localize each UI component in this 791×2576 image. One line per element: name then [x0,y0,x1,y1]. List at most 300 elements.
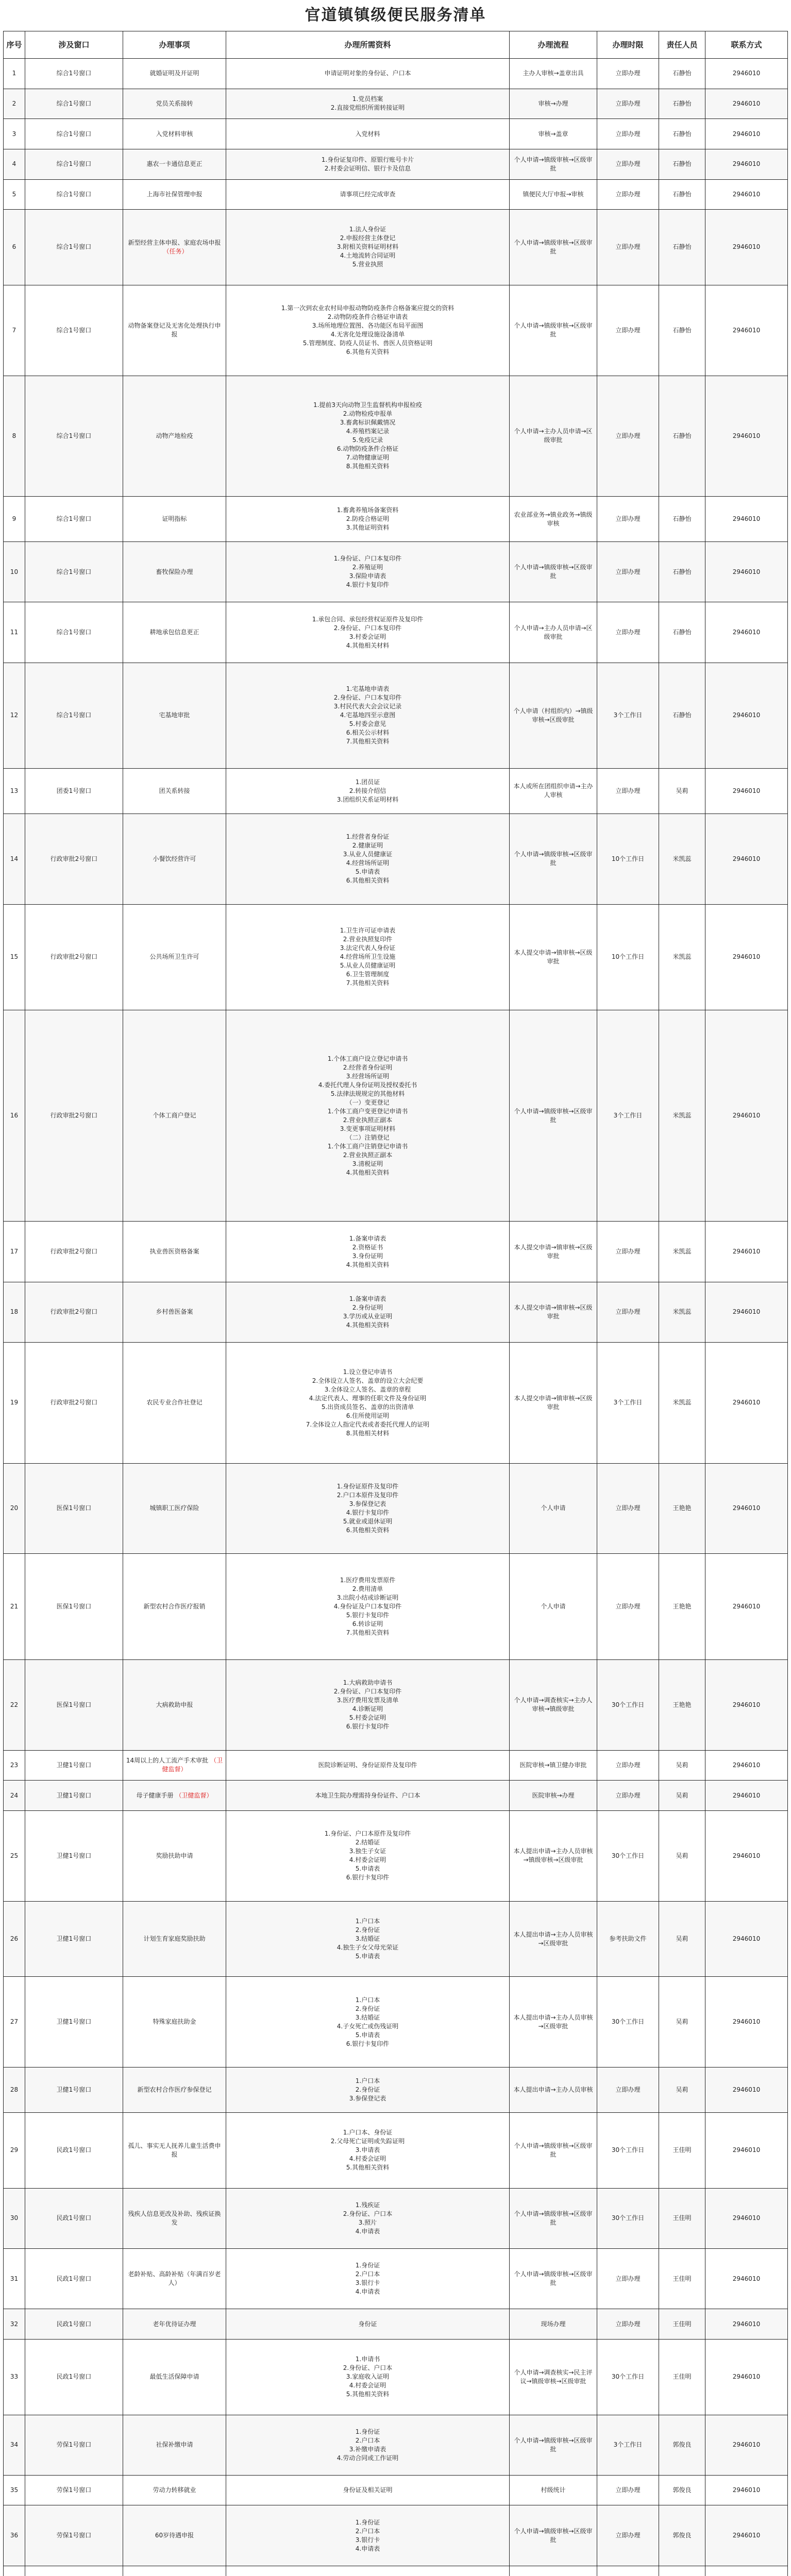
cell-time: 立即办理 [597,1554,659,1659]
cell-materials [226,2113,510,2189]
cell-person: 米凯蕊 [659,1010,705,1221]
cell-phone [705,2566,788,2576]
cell-time: 30个工作日 [597,1810,659,1901]
cell-materials [226,2339,510,2415]
service-name: 党员关系接转 [156,99,193,107]
table-row [4,542,788,602]
material-line: 3.结婚证 [355,2013,380,2021]
cell-no: 3 [4,119,25,149]
material-line: 身份证 [358,2320,377,2328]
material-line: 4.身份证及户口本复印件 [333,1603,402,1611]
cell-process: 村级统计 [510,2475,597,2505]
cell-no: 17 [4,1222,25,1282]
cell-process: 个人申请（村组织内）→镇级审核→区级审批 [510,663,597,768]
service-tag: （卫健监督） [162,1757,223,1773]
cell-process: 个人申请→镇级审核→区级审批 [510,2505,597,2566]
cell-no: 10 [4,542,25,602]
material-line: 4.委托代理人身份证明及授权委托书 [318,1081,417,1089]
cell-phone: 2946010 [705,179,788,210]
cell-no: 31 [4,2249,25,2309]
material-line: 2.户口本 [355,2436,380,2444]
cell-process: 本人提交申请→镇审核→区级审批 [510,904,597,1010]
cell-person: 王佳明 [659,2309,705,2340]
cell-phone: 2946010 [705,2249,788,2309]
cell-process: 本人提出申请→主办人员审核→镇级审核→区级审批 [510,1810,597,1901]
cell-time [597,2566,659,2576]
service-name: 惠农一卡通信息更正 [146,160,203,168]
material-line: 5.管理制度、防疫人员证书、兽医人员资格证明 [302,340,433,347]
cell-window: 综合1号窗口 [25,179,123,210]
table-row [4,663,788,768]
material-line: 3.家庭收入证明 [346,2373,390,2381]
cell-phone: 2946010 [705,1977,788,2067]
cell-materials [226,2249,510,2309]
material-line: 5.申请表 [355,1953,380,1960]
cell-materials [226,1463,510,1554]
cell-materials [226,2309,510,2340]
service-name: 社保补缴申请 [156,2441,193,2449]
material-line: 1.党员档案 [352,95,383,103]
cell-window: 医保1号窗口 [25,1659,123,1750]
cell-time: 立即办理 [597,149,659,179]
service-name: 14周以上的人工流产手术审批 [126,1757,209,1765]
material-line: 4.申请表 [355,2545,380,2552]
material-line: 7.其他相关资料 [346,738,390,745]
cell-window: 行政审批2号窗口 [25,1222,123,1282]
cell-process: 个人申请→调查核实→主办人审核→镇级审批 [510,1659,597,1750]
header-time: 办理时限 [597,31,659,59]
cell-person: 石静怡 [659,376,705,497]
cell-service [123,2505,226,2566]
cell-process: 个人申请→镇级审核→区级审批 [510,814,597,904]
cell-process: 个人申请→镇级审核→区级审批 [510,285,597,376]
service-name: 乡村兽医备案 [156,1308,193,1316]
cell-service [123,1659,226,1750]
cell-person: 吴莉 [659,1977,705,2067]
material-line: 4.其他相关资料 [346,1168,390,1176]
cell-service [123,2566,226,2576]
cell-materials [226,602,510,663]
cell-phone: 2946010 [705,542,788,602]
table-row [4,285,788,376]
material-line: 6.动物防疫条件合格证 [336,445,399,453]
table-row [4,1977,788,2067]
table-row [4,2475,788,2505]
cell-process: 农业部业务→镇业政务→镇级审核 [510,497,597,542]
cell-window: 劳保1号窗口 [25,2415,123,2475]
cell-materials [226,1901,510,1977]
material-line: 4.其他相关材料 [346,641,390,649]
material-line: 4.宅基地四至示意图 [340,711,396,719]
cell-no: 7 [4,285,25,376]
cell-materials [226,119,510,149]
service-name: 特殊家庭扶助金 [153,2018,196,2026]
cell-process: 本人提出申请→主办人员审核→区级审批 [510,1901,597,1977]
cell-phone: 2946010 [705,2415,788,2475]
cell-window: 综合1号窗口 [25,602,123,663]
material-line: 1.身份证 [355,2518,380,2526]
cell-window: 医保1号窗口 [25,1463,123,1554]
cell-phone: 2946010 [705,285,788,376]
service-name: 耕地承包信息更正 [149,629,199,636]
table-row [4,497,788,542]
material-line: 本地卫生院办理需持身份证件、户口本 [315,1791,420,1799]
material-line: 6.其他有关资料 [346,348,390,356]
cell-phone: 2946010 [705,210,788,285]
cell-window: 民政1号窗口 [25,2249,123,2309]
material-line: 8.其他相关资料 [346,463,390,470]
cell-time: 立即办理 [597,2309,659,2340]
material-line: 1.个体工商户注销登记申请书 [327,1142,408,1150]
cell-window: 民政1号窗口 [25,2309,123,2340]
cell-window: 卫健1号窗口 [25,1810,123,1901]
table-row [4,376,788,497]
material-line: 1.身份证原件及复印件 [336,1482,399,1490]
cell-process: 本人提交申请→镇审核→区级审批 [510,1342,597,1463]
cell-materials [226,542,510,602]
cell-window: 劳保1号窗口 [25,2475,123,2505]
table-row [4,768,788,814]
cell-process: 本人提交申请→镇审核→区级审批 [510,1282,597,1342]
material-line: 医院诊断证明、身份证原件及复印件 [318,1761,417,1769]
cell-time: 立即办理 [597,89,659,119]
cell-process: 本人提出申请→主办人员审核→区级审批 [510,1977,597,2067]
cell-materials [226,1010,510,1221]
table-row [4,210,788,285]
cell-no: 15 [4,904,25,1010]
cell-window: 综合1号窗口 [25,376,123,497]
material-line: 3.经营场所证明 [346,1072,390,1080]
table-row [4,1901,788,1977]
table-row [4,2188,788,2248]
cell-person: 王佳明 [659,2113,705,2189]
material-line: 5.银行卡复印件 [346,1612,390,1619]
cell-materials [226,1977,510,2067]
table-row [4,904,788,1010]
material-line: 4.银行卡复印件 [346,1509,390,1516]
cell-person: 石静怡 [659,119,705,149]
material-line: 5.就业或退休证明 [343,1517,393,1525]
cell-time: 立即办理 [597,602,659,663]
material-line: 8.其他相关材料 [346,1429,390,1437]
cell-person: 吴莉 [659,2067,705,2113]
material-line: 5.村委会意见 [349,720,386,728]
cell-service [123,119,226,149]
cell-service [123,2188,226,2248]
service-name: 劳动力转移就业 [153,2486,196,2494]
cell-service [123,602,226,663]
material-line: 1.宅基地申请表 [346,685,390,693]
cell-time: 立即办理 [597,768,659,814]
table-row [4,179,788,210]
cell-materials [226,1810,510,1901]
service-name: 就婚证明及开证明 [149,70,199,77]
cell-phone: 2946010 [705,1810,788,1901]
cell-window: 民政1号窗口 [25,2113,123,2189]
cell-phone: 2946010 [705,2067,788,2113]
table-row [4,602,788,663]
material-line: 3.出院小结或诊断证明 [336,1594,399,1602]
cell-person: 郭俊良 [659,2415,705,2475]
cell-person: 郭俊良 [659,2475,705,2505]
material-line: 3.申请表 [355,2146,380,2154]
material-line: 5.村委会证明 [349,1714,386,1722]
material-line: 1.身份证 [355,2428,380,2435]
service-name: 入党材料审核 [156,130,193,138]
cell-phone: 2946010 [705,2339,788,2415]
material-line: 申请证明对象的身份证、户口本 [324,70,411,77]
material-line: 2.户口本 [355,2527,380,2535]
service-name: 大病救助申报 [156,1701,193,1708]
cell-materials [226,768,510,814]
cell-process: 本人提交申请→镇审核→区级审批 [510,1222,597,1282]
cell-person: 王佳明 [659,2188,705,2248]
service-name: 计划生育家庭奖励扶助 [143,1935,206,1943]
cell-process: 主办人审核→盖章出具 [510,59,597,89]
material-line: 2.全体设立人签名、盖章的设立大会纪要 [312,1377,424,1384]
cell-service [123,2339,226,2415]
cell-person: 石静怡 [659,542,705,602]
cell-time: 立即办理 [597,119,659,149]
cell-phone: 2946010 [705,1554,788,1659]
cell-process [510,2566,597,2576]
material-line: 4.无害化处理设施设备清单 [330,331,405,338]
table-row [4,1781,788,1811]
service-name: 上海市社保管理申报 [146,190,203,198]
material-line: 3.医疗费用发票及清单 [336,1697,399,1704]
cell-no: 20 [4,1463,25,1554]
cell-person: 石静怡 [659,602,705,663]
service-name: 公共场所卫生许可 [149,953,199,961]
cell-phone: 2946010 [705,1342,788,1463]
material-line: 2.动物防疫条件合格证申请表 [327,313,408,321]
material-line: 4.申请表 [355,2288,380,2296]
cell-materials [226,59,510,89]
cell-time: 立即办理 [597,1282,659,1342]
cell-window: 医保1号窗口 [25,1554,123,1659]
material-line: 3.畜禽标识佩戴情况 [340,419,396,427]
material-line: 1.团员证 [355,778,380,786]
material-line: 2.健康证明 [352,842,383,850]
cell-process: 本人提出申请→主办人员审核 [510,2067,597,2113]
cell-process: 个人申请→主办人员申请→区级审批 [510,602,597,663]
cell-materials [226,2415,510,2475]
cell-no: 34 [4,2415,25,2475]
cell-process: 审核→盖章 [510,119,597,149]
material-line: 4.申请表 [355,2227,380,2235]
cell-no: 6 [4,210,25,285]
cell-no: 21 [4,1554,25,1659]
cell-materials [226,904,510,1010]
cell-process: 个人申请 [510,1463,597,1554]
cell-materials [226,149,510,179]
cell-materials [226,1554,510,1659]
cell-no: 27 [4,1977,25,2067]
material-line: （一）变更登记 [346,1098,390,1106]
cell-no: 28 [4,2067,25,2113]
cell-time: 3个工作日 [597,663,659,768]
material-line: 2.营业执照正副本 [343,1116,393,1124]
service-name: 动物产地检疫 [156,432,193,439]
cell-phone: 2946010 [705,2113,788,2189]
table-row [4,1659,788,1750]
cell-phone: 2946010 [705,1659,788,1750]
cell-person: 吴莉 [659,1781,705,1811]
material-line: 2.结婚证 [355,1839,380,1846]
cell-service [123,904,226,1010]
table-row [4,89,788,119]
material-line: 1.身份证复印件、原银行账号卡片 [321,156,414,163]
cell-time: 10个工作日 [597,814,659,904]
material-line: 3.参保登记表 [349,1500,386,1507]
service-name: 城镇职工医疗保险 [149,1504,199,1512]
material-line: 2.身份证 [355,2086,380,2094]
table-row [4,59,788,89]
cell-process: 个人申请→镇级审核→区级审批 [510,149,597,179]
cell-materials [226,1222,510,1282]
cell-phone: 2946010 [705,768,788,814]
cell-service [123,663,226,768]
cell-phone: 2946010 [705,1222,788,1282]
cell-time: 立即办理 [597,2505,659,2566]
material-line: 5.申请表 [355,2031,380,2039]
cell-phone: 2946010 [705,497,788,542]
material-line: 1.户口本 [355,1996,380,2004]
cell-no: 26 [4,1901,25,1977]
cell-window: 行政审批2号窗口 [25,904,123,1010]
table-row [4,2309,788,2340]
service-name: 60岁待遇申报 [155,2532,194,2539]
cell-service [123,1810,226,1901]
material-line: 3.照片 [358,2218,377,2226]
table-row [4,814,788,904]
cell-no: 29 [4,2113,25,2189]
header-window: 涉及窗口 [25,31,123,59]
cell-phone: 2946010 [705,663,788,768]
service-name: 执业兽医资格备案 [149,1248,199,1256]
cell-person: 吴莉 [659,1750,705,1781]
table-header [4,31,788,59]
cell-person: 石静怡 [659,497,705,542]
cell-service [123,59,226,89]
service-name: 新型农村合作医疗参保登记 [137,2086,212,2094]
cell-process: 个人申请→主办人员申请→区级审批 [510,376,597,497]
cell-service [123,1282,226,1342]
cell-process: 个人申请→镇级审核→区级审批 [510,542,597,602]
cell-service [123,376,226,497]
cell-no: 4 [4,149,25,179]
material-line: 1.畜禽养殖场备案资料 [336,506,399,514]
cell-service [123,1977,226,2067]
cell-window: 行政审批2号窗口 [25,814,123,904]
cell-process: 个人申请→镇级审核→区级审批 [510,2249,597,2309]
cell-person: 王艳艳 [659,1463,705,1554]
cell-person: 米凯蕊 [659,904,705,1010]
cell-phone: 2946010 [705,1750,788,1781]
cell-process: 本人或所在团组织申请→主办人审核 [510,768,597,814]
cell-phone: 2946010 [705,1781,788,1811]
cell-time: 参考扶助文件 [597,1901,659,1977]
cell-time: 立即办理 [597,542,659,602]
cell-time: 立即办理 [597,376,659,497]
material-line: 2.户口本原件及复印件 [336,1491,399,1499]
cell-no: 32 [4,2309,25,2340]
material-line: 3.银行卡 [355,2536,380,2544]
material-line: 5.其他相关资料 [346,2391,390,2398]
cell-no: 33 [4,2339,25,2415]
cell-person: 石静怡 [659,179,705,210]
material-line: 3.村委会证明 [349,633,386,640]
cell-time: 30个工作日 [597,1659,659,1750]
table-row [4,2249,788,2309]
cell-time: 立即办理 [597,285,659,376]
material-line: 5.法律法规规定的其他材料 [330,1090,405,1097]
table-row [4,2113,788,2189]
cell-materials [226,376,510,497]
cell-materials [226,2067,510,2113]
cell-person: 米凯蕊 [659,1282,705,1342]
cell-process: 个人申请→镇级审核→区级审批 [510,2415,597,2475]
material-line: 6.卫生管理制度 [346,971,390,978]
material-line: 7.其他相关资料 [346,979,390,987]
cell-service [123,1554,226,1659]
cell-service [123,768,226,814]
cell-process: 个人申请→镇级审核→区级审批 [510,2113,597,2189]
cell-window: 行政审批2号窗口 [25,1342,123,1463]
material-line: 2.身份证明 [352,1303,383,1311]
service-name: 新型经营主体申报、家庭农场申报 [128,239,221,246]
cell-process: 审核→办理 [510,89,597,119]
cell-window: 卫健1号窗口 [25,1977,123,2067]
header-row [4,31,788,59]
page-title: 官道镇镇级便民服务清单 [305,6,486,24]
cell-time: 立即办理 [597,1222,659,1282]
cell-phone: 2946010 [705,2505,788,2566]
material-line: 请事项已经完成审查 [340,190,396,198]
service-name: 奖励扶助申请 [156,1852,193,1859]
cell-phone: 2946010 [705,1282,788,1342]
material-line: 2.身份证、户口本复印件 [333,1688,402,1696]
material-line: 2.防疫合格证明 [346,515,390,523]
cell-phone: 2946010 [705,149,788,179]
cell-phone: 2946010 [705,2475,788,2505]
material-line: 6.银行卡复印件 [346,1723,390,1731]
cell-phone: 2946010 [705,376,788,497]
cell-time: 立即办理 [597,1463,659,1554]
cell-no: 25 [4,1810,25,1901]
cell-materials [226,1750,510,1781]
cell-time: 立即办理 [597,1781,659,1811]
material-line: 2.营业执照复印件 [343,936,393,943]
material-line: 1.身份证 [355,2262,380,2269]
service-name: 农民专业合作社登记 [146,1399,203,1406]
material-line: 3.其他证明资料 [346,524,390,532]
cell-person: 石静怡 [659,89,705,119]
cell-materials [226,814,510,904]
cell-person: 石静怡 [659,149,705,179]
cell-window: 劳保1号窗口 [25,2505,123,2566]
header-person: 责任人员 [659,31,705,59]
material-line: 6.其他相关资料 [346,1526,390,1534]
service-name: 个体工商户登记 [153,1112,196,1120]
cell-no: 22 [4,1659,25,1750]
table-row [4,2067,788,2113]
cell-materials [226,2505,510,2566]
cell-window: 综合1号窗口 [25,542,123,602]
cell-person: 王艳艳 [659,1659,705,1750]
material-line: 7.动物健康证明 [346,454,390,462]
cell-phone: 2946010 [705,1901,788,1977]
